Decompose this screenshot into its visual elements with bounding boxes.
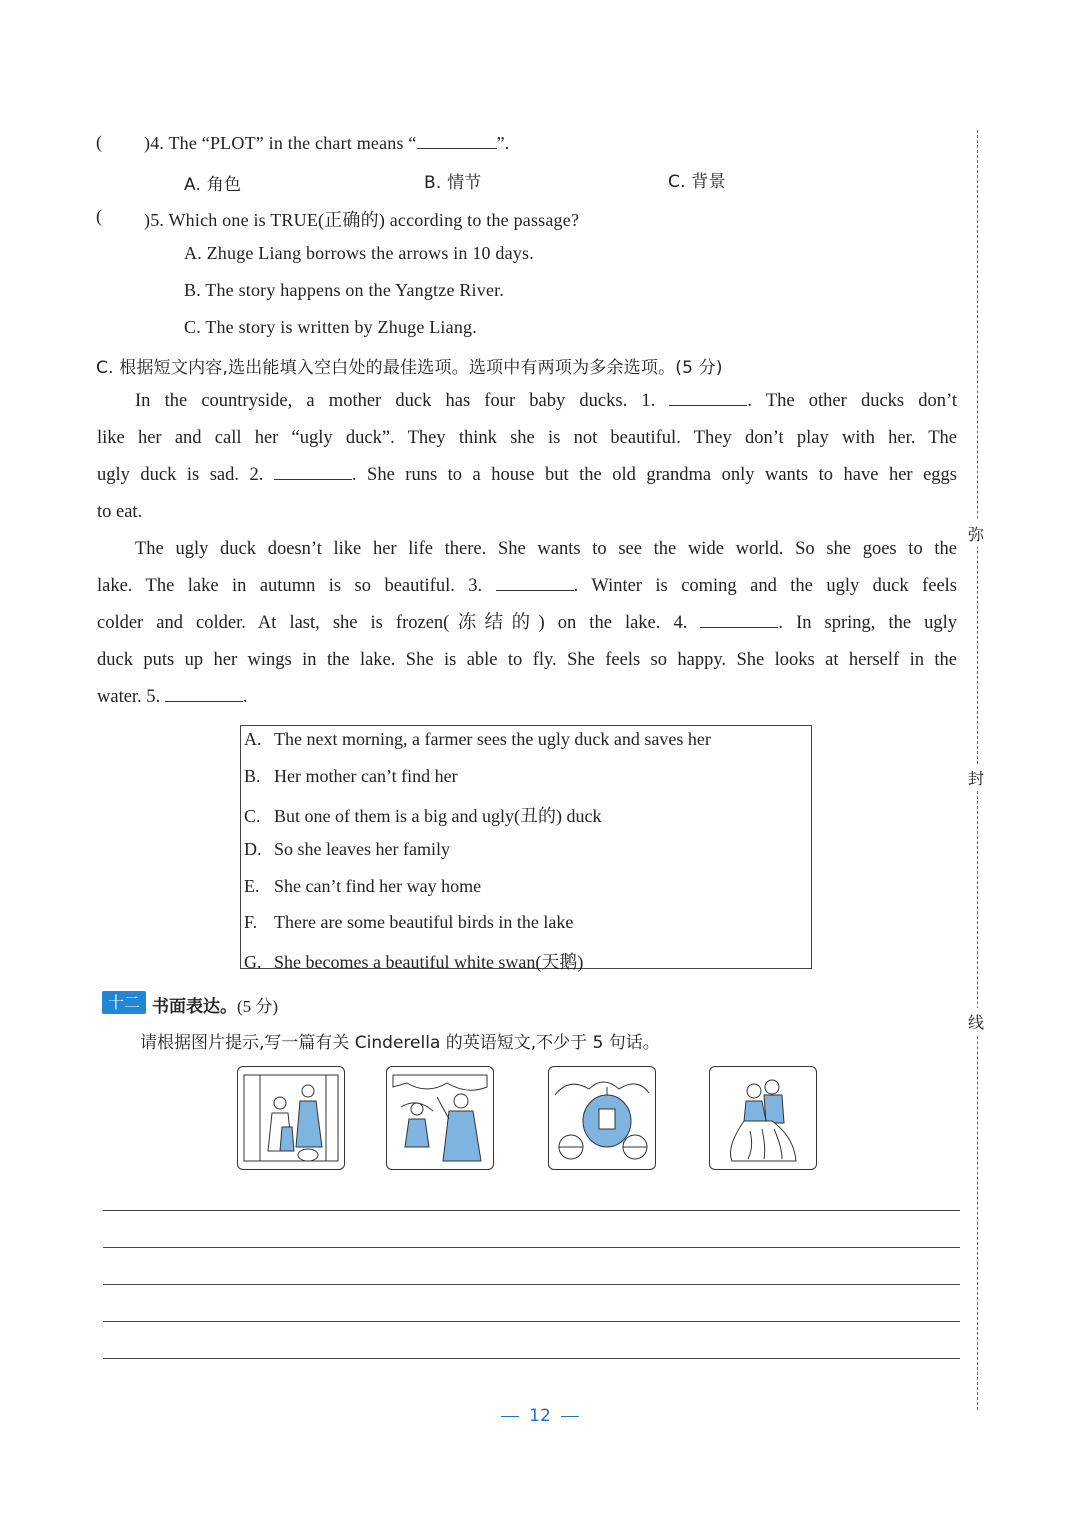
q5-number: 5. xyxy=(150,210,165,230)
writing-instruction: 请根据图片提示,写一篇有关 Cinderella 的英语短文,不少于 5 句话。 xyxy=(140,1033,660,1053)
q5-line: )5. Which one is TRUE(正确的) according to the passage? xyxy=(144,210,580,230)
option-f: F. There are some beautiful birds in the lake xyxy=(244,912,574,932)
q5-option-b: B. The story happens on the Yangtze River. xyxy=(184,280,505,300)
picture-2-fairy-godmother xyxy=(386,1066,494,1170)
option-g: G. She becomes a beautiful white swan(天鹅) xyxy=(244,952,584,972)
q4-line: )4. The “PLOT” in the chart means “ ”. xyxy=(144,133,510,153)
option-c: C. But one of them is a big and ugly(丑的) duck xyxy=(244,806,602,826)
option-e: E. She can’t find her way home xyxy=(244,876,482,896)
option-b: B. Her mother can’t find her xyxy=(244,766,458,786)
writing-line[interactable] xyxy=(103,1284,960,1285)
options-box xyxy=(240,725,812,972)
blank-5[interactable] xyxy=(165,685,243,702)
q4-option-a: A. 角色 xyxy=(184,175,242,195)
q4-number: 4. xyxy=(150,133,165,153)
q4-option-c: C. 背景 xyxy=(668,172,726,192)
q5-paren-open: ( xyxy=(96,206,103,226)
page-number-dash-left xyxy=(501,1416,519,1417)
seal-char-feng: 封 xyxy=(968,764,984,791)
blank-1[interactable] xyxy=(669,389,747,406)
seal-char-xian: 线 xyxy=(968,1008,984,1035)
section-number-badge: 十二 xyxy=(102,991,146,1014)
writing-line[interactable] xyxy=(103,1321,960,1322)
q4-paren-close: ) xyxy=(144,133,151,153)
passage-paragraph-1: In the countryside, a mother duck has four baby ducks. 1. . The other ducks don’t like her and call her “ugly duck”. They think she is not beautiful. They don’t play with her. The ugly duck is sad. 2. . She runs to a house but the old grandma only wants to have her eggs to eat. xyxy=(97,391,958,522)
seal-char-mi: 弥 xyxy=(968,520,984,547)
part-c-heading: C. 根据短文内容,选出能填入空白处的最佳选项。选项中有两项为多余选项。(5 分) xyxy=(96,358,723,378)
q4-option-b: B. 情节 xyxy=(424,173,482,193)
option-a: A. The next morning, a farmer sees the ugly duck and saves her xyxy=(244,729,711,749)
writing-line[interactable] xyxy=(103,1358,960,1359)
writing-line[interactable] xyxy=(103,1247,960,1248)
blank-2[interactable] xyxy=(274,463,352,480)
q5-option-a: A. Zhuge Liang borrows the arrows in 10 days. xyxy=(184,243,534,263)
writing-line[interactable] xyxy=(103,1210,960,1211)
picture-1-cinderella-with-stepfamily xyxy=(237,1066,345,1170)
q4-answer-blank[interactable] xyxy=(417,132,497,149)
q4-stem: The “PLOT” in the chart means “ xyxy=(168,133,417,153)
picture-4-dancing-with-prince xyxy=(709,1066,817,1170)
page-number: 12 xyxy=(0,1406,1080,1426)
q5-stem: Which one is TRUE(正确的) according to the passage? xyxy=(168,210,580,230)
q5-option-c: C. The story is written by Zhuge Liang. xyxy=(184,317,477,337)
passage-paragraph-2: The ugly duck doesn’t like her life there. She wants to see the wide world. So she goes to the lake. The lake in autumn is so beautiful. 3. . Winter is coming and the ugly duck feels colder and colder. At last, she is frozen(冻结的) on the lake. 4. . In spring, the ugly duck puts up her wings in the lake. She is able to fly. She feels so happy. She looks at herself in the water. 5. . xyxy=(97,539,958,707)
picture-3-pumpkin-carriage xyxy=(548,1066,656,1170)
section-title: 书面表达。(5 分) xyxy=(152,997,279,1017)
option-d: D. So she leaves her family xyxy=(244,839,450,859)
page-number-dash-right xyxy=(561,1416,579,1417)
blank-4[interactable] xyxy=(700,611,778,628)
q4-paren-open: ( xyxy=(96,132,103,152)
blank-3[interactable] xyxy=(496,574,574,591)
